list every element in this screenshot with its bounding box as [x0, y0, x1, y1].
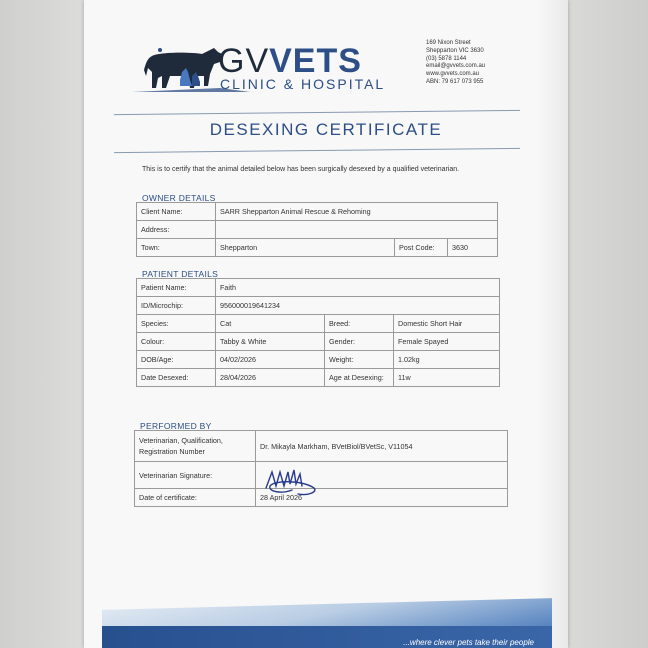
patient-name-label: Patient Name: [137, 279, 216, 297]
date-desexed-value: 28/04/2026 [216, 369, 325, 387]
dob-value: 04/02/2026 [216, 351, 325, 369]
microchip-value: 956000019641234 [216, 297, 500, 315]
address-line: ABN: 79 617 073 955 [426, 78, 484, 85]
gender-value: Female Spayed [394, 333, 500, 351]
background-left [0, 0, 84, 648]
vet-label-line: Veterinarian, Qualification, [139, 436, 223, 445]
postcode-value: 3630 [448, 239, 498, 257]
client-name-value: SARR Shepparton Animal Rescue & Rehoming [216, 203, 498, 221]
vet-label-line: Registration Number [139, 447, 205, 456]
footer-tagline: ...where clever pets take their people [403, 638, 534, 647]
certificate-intro: This is to certify that the animal detailed below has been surgically desexed by a qualified veterinarian. [142, 166, 460, 173]
signature-label: Veterinarian Signature: [135, 462, 256, 489]
owner-table [136, 202, 498, 257]
postcode-label: Post Code: [395, 239, 448, 257]
vet-value: Dr. Mikayla Markham, BVetBiol/BVetSc, V11054 [256, 431, 508, 462]
town-label: Town: [137, 239, 216, 257]
address-label: Address: [137, 221, 216, 239]
address-line: (03) 5878 1144 [426, 55, 467, 62]
age-desexing-value: 11w [394, 369, 500, 387]
gender-label: Gender: [325, 333, 394, 351]
colour-label: Colour: [137, 333, 216, 351]
weight-label: Weight: [325, 351, 394, 369]
date-desexed-label: Date Desexed: [137, 369, 216, 387]
performed-section-label: PERFORMED BY [140, 421, 212, 431]
breed-label: Breed: [325, 315, 394, 333]
divider [114, 148, 520, 153]
microchip-label: ID/Microchip: [137, 297, 216, 315]
vet-label [135, 431, 256, 462]
species-value: Cat [216, 315, 325, 333]
breed-value: Domestic Short Hair [394, 315, 500, 333]
colour-value: Tabby & White [216, 333, 325, 351]
date-label: Date of certificate: [135, 489, 256, 507]
address-line: Shepparton VIC 3630 [426, 47, 484, 54]
dob-label: DOB/Age: [137, 351, 216, 369]
age-desexing-label: Age at Desexing: [325, 369, 394, 387]
logo-wordmark: GVVETS [218, 42, 362, 80]
divider [114, 110, 520, 115]
patient-table [136, 278, 500, 387]
background-right [568, 0, 648, 648]
address-line: email@gvvets.com.au [426, 63, 486, 70]
certificate-page [84, 0, 568, 648]
signature-icon [262, 464, 322, 498]
weight-value: 1.02kg [394, 351, 500, 369]
patient-section-label: PATIENT DETAILS [142, 269, 219, 279]
town-value: Shepparton [216, 239, 395, 257]
species-label: Species: [137, 315, 216, 333]
address-value [216, 221, 498, 239]
logo-subtitle: CLINIC & HOSPITAL [220, 76, 386, 92]
patient-name-value: Faith [216, 279, 500, 297]
address-line: 169 Nixon Street [426, 40, 471, 46]
clinic-address-block [426, 40, 485, 87]
date-value: 28 April 2026 [256, 489, 508, 507]
client-name-label: Client Name: [137, 203, 216, 221]
owner-section-label: OWNER DETAILS [142, 193, 216, 203]
certificate-title: DESEXING CERTIFICATE [209, 120, 443, 139]
address-line: www.gvvets.com.au [426, 71, 480, 78]
